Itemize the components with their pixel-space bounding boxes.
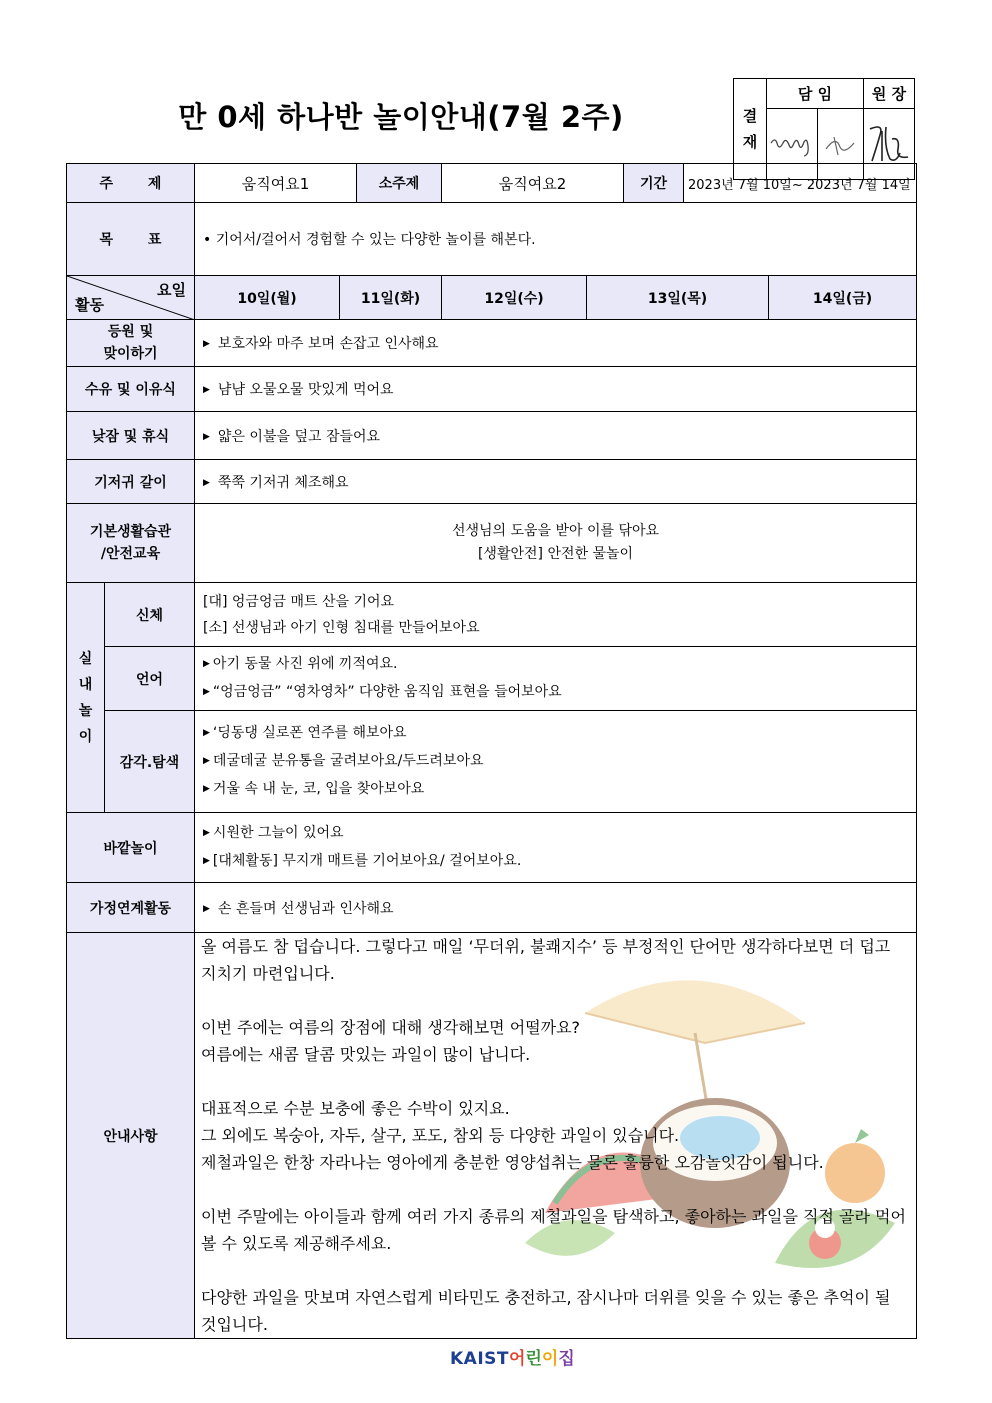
diaper-text-cell xyxy=(195,460,917,504)
arrival-text: 보호자와 마주 보며 손잡고 인사해요 xyxy=(217,336,439,352)
goal-label: 목 표 xyxy=(67,203,195,276)
diaper-label: 기저귀 갈이 xyxy=(67,460,195,504)
indoor-char-1: 실 xyxy=(78,650,93,667)
signature-young-icon xyxy=(767,129,817,159)
goal-text: • 기어서/걸어서 경험할 수 있는 다양한 놀이를 해본다. xyxy=(195,203,917,276)
notice-paragraph-7: 이번 주말에는 아이들과 함께 여러 가지 종류의 제철과일을 탐색하고, 좋아하는 과일을 직접 골라 먹어볼 수 있도록 제공해주세요. xyxy=(201,1207,906,1253)
diaper-text: 쭉쭉 기저귀 체조해요 xyxy=(217,474,349,491)
bullet-triangle-icon: ▶ xyxy=(203,339,210,349)
nap-text-cell xyxy=(195,412,917,460)
feeding-text-cell xyxy=(195,367,917,412)
bullet-triangle-icon: ▶ xyxy=(203,477,210,488)
language-line-1: 아기 동물 사진 위에 끼적여요. xyxy=(212,655,398,672)
corner-activity-label: 활동 xyxy=(75,296,104,314)
physical-label: 신체 xyxy=(105,583,195,647)
home-label: 가정연계활동 xyxy=(67,883,195,933)
kaist-daycare-logo xyxy=(450,1344,575,1369)
physical-line-1: [대] 엉금엉금 매트 산을 기어요 xyxy=(203,593,395,610)
notice-paragraph-2: 이번 주에는 여름의 장점에 대해 생각해보면 어떨까요? xyxy=(201,1018,581,1037)
logo-char-2: 린 xyxy=(525,1349,542,1369)
outdoor-label: 바깥놀이 xyxy=(67,813,195,883)
outdoor-line-2: [대체활동] 무지개 매트를 기어보아요/ 걸어보아요. xyxy=(212,852,522,869)
day-mon: 10일(월) xyxy=(195,276,340,320)
bullet-triangle-icon: ▶ xyxy=(203,385,210,395)
sensory-line-1: ‘딩동댕 실로폰 연주를 해보아요 xyxy=(212,724,407,741)
theme-label: 주 제 xyxy=(67,164,195,203)
bullet-triangle-icon: ▶ xyxy=(203,783,210,794)
habit-line-1: 선생님의 도움을 받아 이를 닦아요 xyxy=(451,523,660,539)
day-thu: 13일(목) xyxy=(587,276,769,320)
sensory-text-cell xyxy=(195,711,917,813)
notice-paragraph-1: 올 여름도 참 덥습니다. 그렇다고 매일 ‘무더위, 불쾌지수’ 등 부정적인 단어만 생각하다보면 더 덥고 지치기 마련입니다. xyxy=(201,937,891,983)
day-activity-corner xyxy=(67,276,195,320)
home-text-cell xyxy=(195,883,917,933)
logo-char-3: 이 xyxy=(541,1349,559,1369)
habit-line-2: [생활안전] 안전한 물놀이 xyxy=(477,546,634,562)
indoor-char-2: 내 xyxy=(78,676,93,693)
weekly-plan-table xyxy=(66,163,917,1339)
approval-teacher-header: 담 임 xyxy=(767,79,864,109)
notice-blank-2 xyxy=(201,1068,910,1095)
sensory-line-3: 거울 속 내 눈, 코, 입을 찾아보아요 xyxy=(212,780,425,797)
indoor-play-label xyxy=(67,583,105,813)
bullet-triangle-icon: ▶ xyxy=(203,827,210,838)
feeding-text: 냠냠 오물오물 맛있게 먹어요 xyxy=(217,382,394,398)
subtheme-label: 소주제 xyxy=(357,164,442,203)
bullet-triangle-icon: ▶ xyxy=(203,686,210,697)
logo-kaist-text: KAIST xyxy=(450,1349,509,1369)
language-line-2: “엉금엉금” “영차영차” 다양한 움직임 표현을 들어보아요 xyxy=(212,683,562,700)
notice-blank-1 xyxy=(201,987,910,1014)
bullet-triangle-icon: ▶ xyxy=(203,855,210,866)
bullet-triangle-icon: ▶ xyxy=(203,431,210,442)
arrival-label: 등원 및 맞이하기 xyxy=(67,320,195,367)
subtheme-value: 움직여요2 xyxy=(442,164,624,203)
physical-text-cell xyxy=(195,583,917,647)
page-title: 만 0세 하나반 놀이안내(7월 2주) xyxy=(178,100,624,134)
approval-label: 결 재 xyxy=(734,79,767,180)
physical-line-2: [소] 선생님과 아기 인형 침대를 만들어보아요 xyxy=(203,619,480,636)
bullet-triangle-icon: ▶ xyxy=(203,727,210,738)
notice-paragraph-4: 대표적으로 수분 보충에 좋은 수박이 있지요. xyxy=(201,1099,510,1118)
feeding-label: 수유 및 이유식 xyxy=(67,367,195,412)
outdoor-text-cell xyxy=(195,813,917,883)
corner-day-label: 요일 xyxy=(157,281,186,299)
language-text-cell xyxy=(195,647,917,711)
notice-blank-4 xyxy=(201,1257,910,1284)
sensory-line-2: 데굴데굴 분유통을 굴려보아요/두드려보아요 xyxy=(212,752,484,769)
nap-label: 낮잠 및 휴식 xyxy=(67,412,195,460)
period-value: 2023년 7월 10일~ 2023년 7월 14일 xyxy=(684,164,917,203)
period-label: 기간 xyxy=(624,164,684,203)
arrival-text-cell xyxy=(195,320,917,367)
outdoor-line-1: 시원한 그늘이 있어요 xyxy=(212,824,344,841)
language-label: 언어 xyxy=(105,647,195,711)
notice-paragraph-3: 여름에는 새콤 달콤 맛있는 과일이 많이 납니다. xyxy=(201,1045,531,1064)
notice-blank-3 xyxy=(201,1176,910,1203)
approval-director-header: 원 장 xyxy=(864,79,915,109)
logo-char-4: 집 xyxy=(558,1349,575,1369)
day-fri: 14일(금) xyxy=(769,276,917,320)
notice-label: 안내사항 xyxy=(67,933,195,1339)
theme-value: 움직여요1 xyxy=(195,164,357,203)
notice-paragraph-5: 그 외에도 복숭아, 자두, 살구, 포도, 참외 등 다양한 과일이 있습니다. xyxy=(201,1126,680,1145)
habit-text-cell xyxy=(195,504,917,583)
nap-text: 얇은 이불을 덮고 잠들어요 xyxy=(217,428,381,445)
indoor-char-3: 놀 xyxy=(78,702,93,719)
notice-paragraph-8: 다양한 과일을 맛보며 자연스럽게 비타민도 충전하고, 잠시나마 더위를 잊을 수 있는 좋은 추억이 될 것입니다. xyxy=(201,1288,891,1334)
bullet-triangle-icon: ▶ xyxy=(203,903,210,914)
indoor-char-4: 이 xyxy=(78,728,93,745)
notice-paragraph-6: 제철과일은 한창 자라나는 영아에게 충분한 영양섭취는 물론 훌륭한 오감놀잇감이 됩니다. xyxy=(201,1153,824,1172)
signature-director-icon xyxy=(864,121,914,167)
bullet-triangle-icon: ▶ xyxy=(203,755,210,766)
home-text: 손 흔들며 선생님과 인사해요 xyxy=(217,900,394,917)
habit-label: 기본생활습관 /안전교육 xyxy=(67,504,195,583)
notice-text-cell xyxy=(195,933,917,1339)
logo-char-1: 어 xyxy=(509,1349,526,1369)
sensory-label: 감각.탐색 xyxy=(105,711,195,813)
bullet-triangle-icon: ▶ xyxy=(203,658,210,669)
day-tue: 11일(화) xyxy=(340,276,442,320)
day-wed: 12일(수) xyxy=(442,276,587,320)
signature-initials-icon xyxy=(818,129,863,159)
